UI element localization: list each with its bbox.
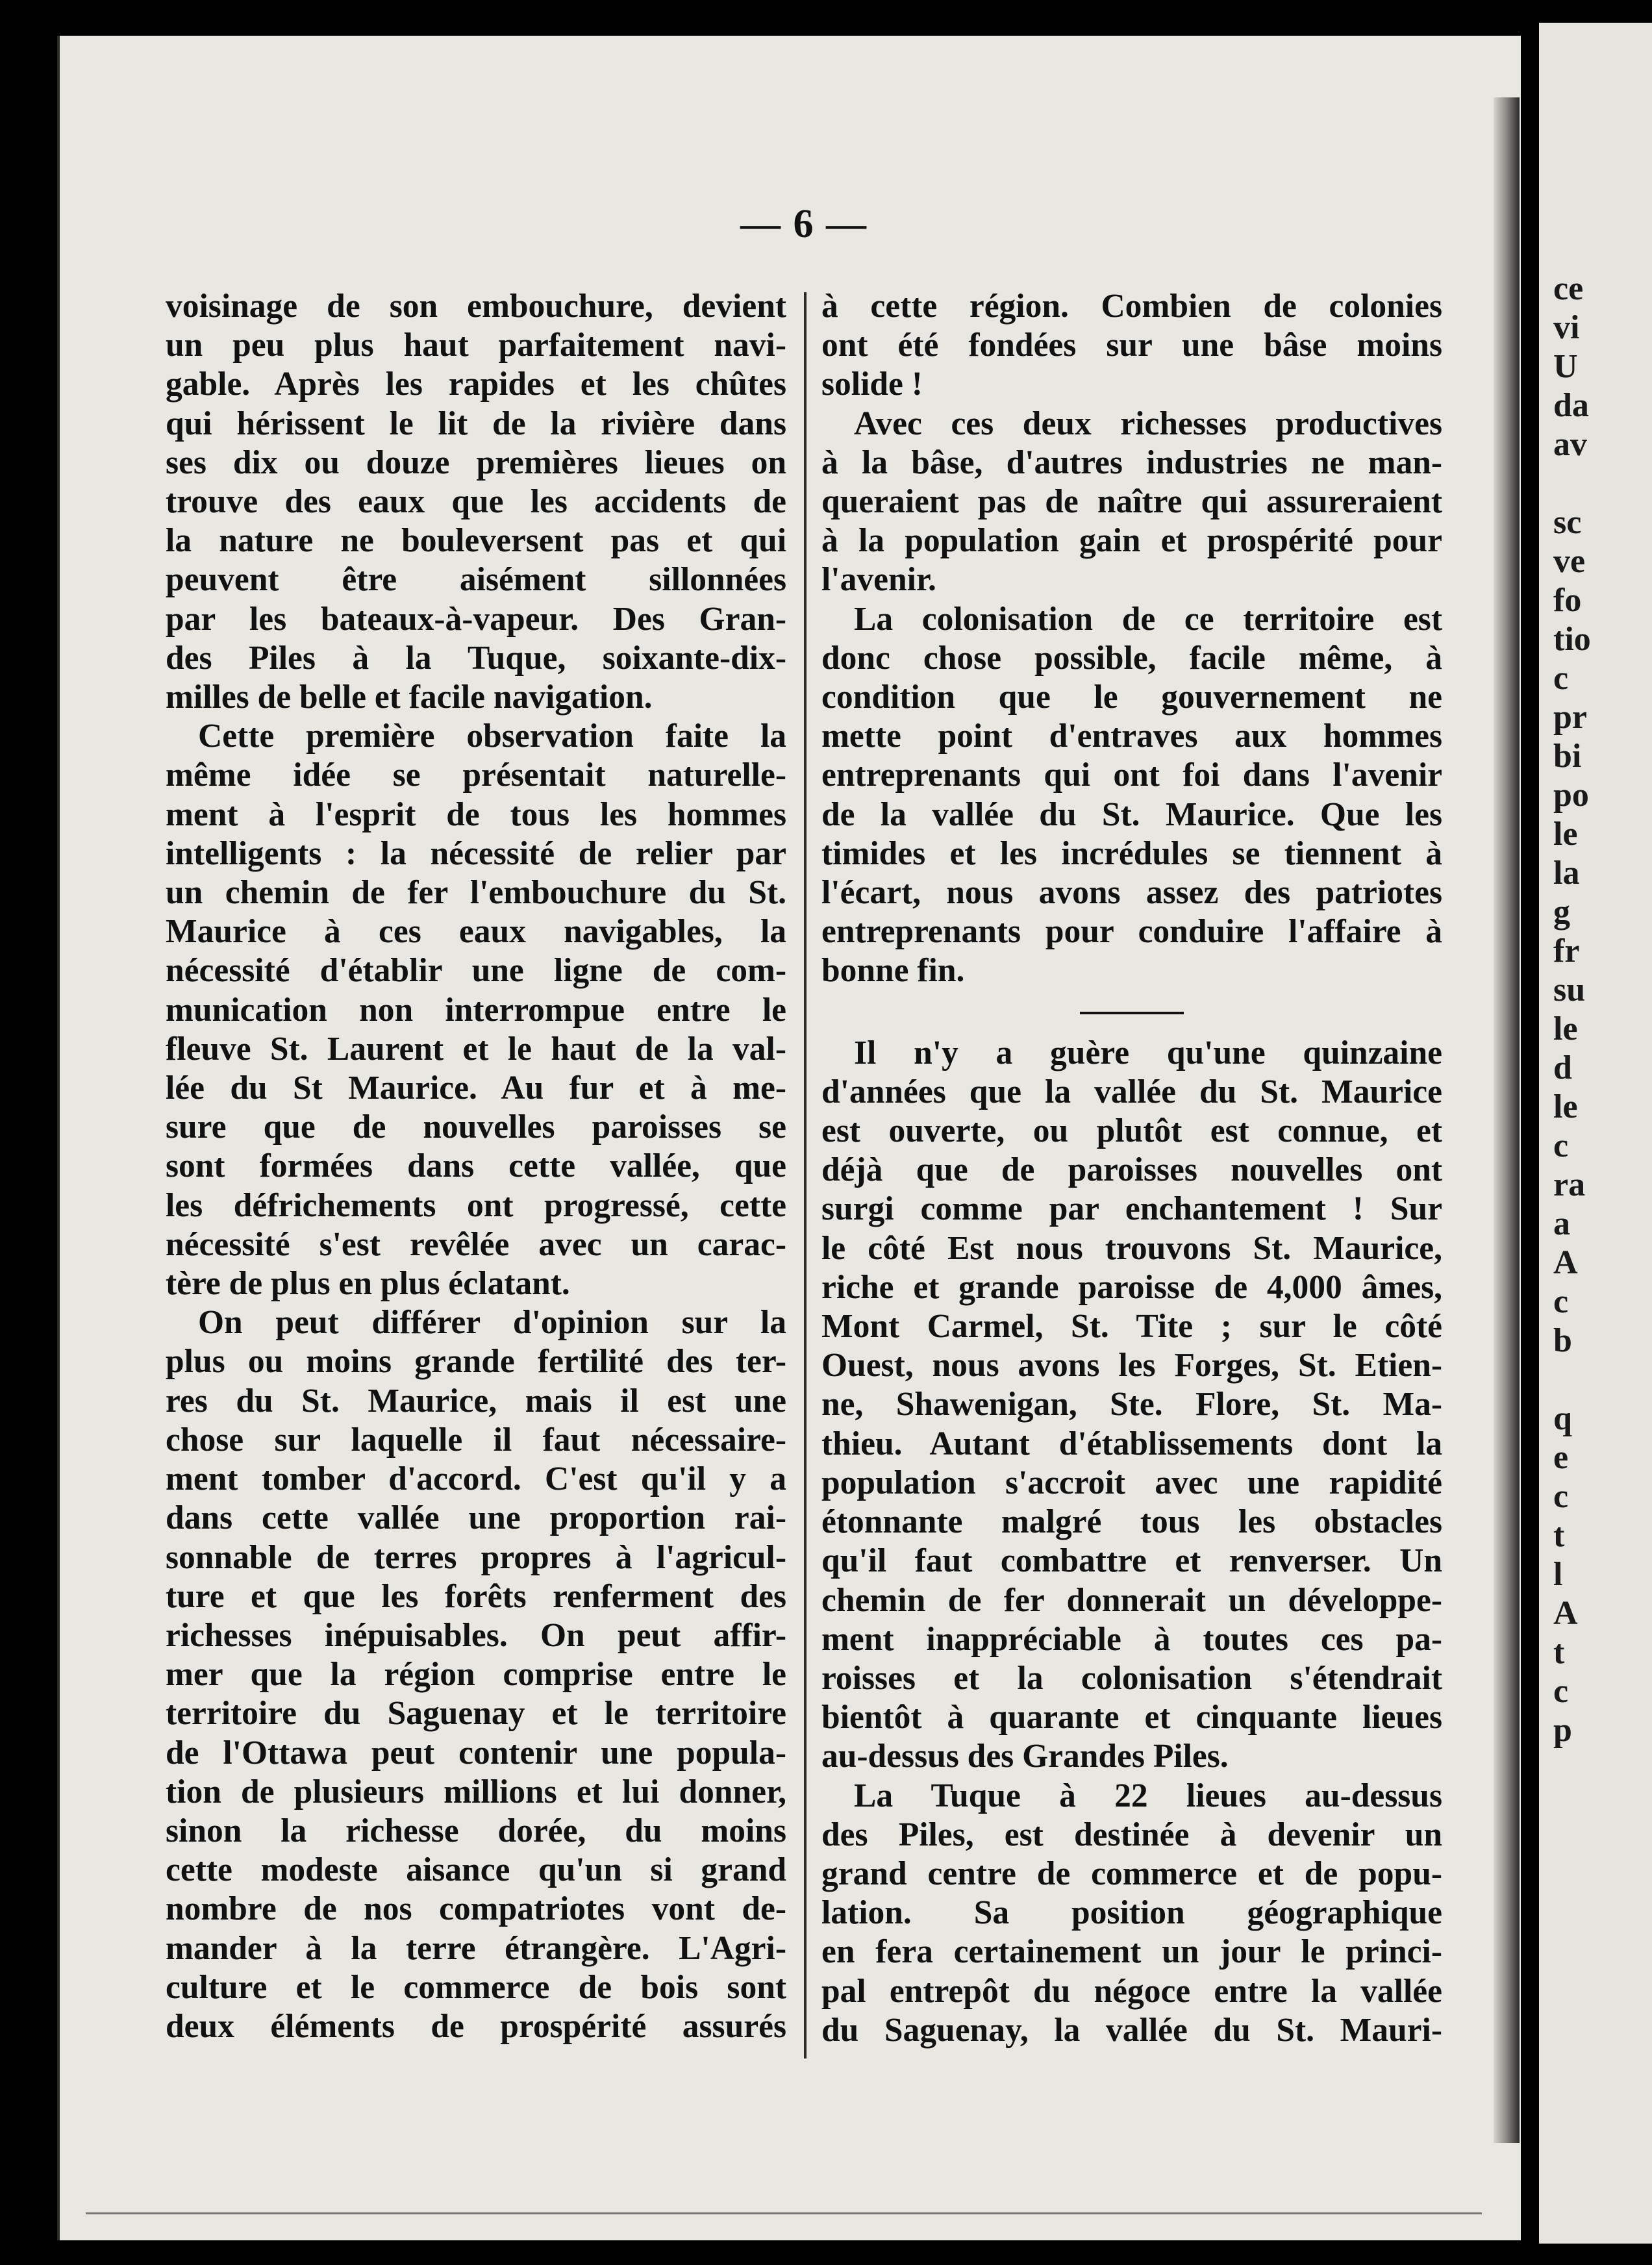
text-line: fleuve St. Laurent et le haut de la val- — [166, 1030, 786, 1068]
section-separator — [1080, 1012, 1184, 1014]
text-line: bientôt à quarante et cinquante lieues — [821, 1699, 1442, 1736]
text-line: qu'il faut combattre et renverser. Un — [821, 1542, 1442, 1580]
text-line: intelligents : la nécessité de relier par — [166, 834, 786, 872]
text-line: tion de plusieurs millions et lui donner, — [166, 1773, 786, 1810]
text-line: roisses et la colonisation s'étendrait — [821, 1659, 1442, 1697]
text-line: ment à l'esprit de tous les hommes — [166, 795, 786, 833]
adjacent-page-fragment: le — [1553, 1088, 1578, 1125]
page-number: — 6 — — [740, 202, 868, 246]
text-line: ment tomber d'accord. C'est qu'il y a — [166, 1460, 786, 1498]
adjacent-page-fragment: g — [1553, 894, 1570, 931]
text-line: Mont Carmel, St. Tite ; sur le côté — [821, 1308, 1442, 1345]
text-line: en fera certainement un jour le princi- — [821, 1933, 1442, 1971]
text-line: nécessité s'est revêlée avec un carac- — [166, 1225, 786, 1263]
text-line: entreprenants pour conduire l'affaire à — [821, 913, 1442, 951]
text-line: des Piles à la Tuque, soixante-dix- — [166, 639, 786, 677]
text-line: La colonisation de ce territoire est — [854, 600, 1442, 638]
text-line: à la bâse, d'autres industries ne man- — [821, 444, 1442, 481]
text-line: riche et grande paroisse de 4,000 âmes, — [821, 1268, 1442, 1306]
text-line: mer que la région comprise entre le — [166, 1656, 786, 1694]
text-line: qui hérissent le lit de la rivière dans — [166, 405, 786, 442]
text-line: Avec ces deux richesses productives — [854, 405, 1442, 442]
text-line: même idée se présentait naturelle- — [166, 757, 786, 794]
text-line: du Saguenay, la vallée du St. Mauri- — [821, 2011, 1442, 2049]
adjacent-page-fragment: p — [1553, 1712, 1572, 1749]
text-line: surgi comme par enchantement ! Sur — [821, 1190, 1442, 1228]
text-line: sonnable de terres propres à l'agricul- — [166, 1538, 786, 1576]
adjacent-page-fragment: a — [1553, 1205, 1570, 1242]
text-line: chose sur laquelle il faut nécessaire- — [166, 1421, 786, 1458]
text-line: ture et que les forêts renferment des — [166, 1577, 786, 1615]
text-line: cette modeste aisance qu'un si grand — [166, 1851, 786, 1889]
adjacent-page-fragment: la — [1553, 855, 1580, 892]
adjacent-page-fragment: le — [1553, 1010, 1578, 1047]
text-line: chemin de fer donnerait un développe- — [821, 1581, 1442, 1619]
text-line: condition que le gouvernement ne — [821, 679, 1442, 716]
text-line: les défrichements ont progressé, cette — [166, 1186, 786, 1224]
adjacent-page-fragment: po — [1553, 777, 1589, 814]
text-line: pal entrepôt du négoce entre la vallée — [821, 1972, 1442, 2010]
adjacent-page-fragment: vi — [1553, 309, 1580, 346]
text-line: gable. Après les rapides et les chûtes — [166, 366, 786, 403]
text-line: res du St. Maurice, mais il est une — [166, 1382, 786, 1420]
adjacent-page-fragment: t — [1553, 1517, 1565, 1554]
text-line: un peu plus haut parfaitement navi- — [166, 327, 786, 364]
text-line: voisinage de son embouchure, devient — [166, 288, 786, 325]
text-line: à cette région. Combien de colonies — [821, 288, 1442, 325]
adjacent-page-fragment: c — [1553, 660, 1569, 697]
adjacent-page-fragment: c — [1553, 1283, 1569, 1320]
text-line: dans cette vallée une proportion rai- — [166, 1499, 786, 1537]
adjacent-page-fragment: ce — [1553, 270, 1584, 307]
text-line: des Piles, est destinée à devenir un — [821, 1816, 1442, 1853]
text-line: solide ! — [821, 366, 923, 403]
column-divider — [804, 292, 807, 2059]
adjacent-page — [1539, 23, 1652, 2244]
text-line: mander à la terre étrangère. L'Agri- — [166, 1929, 786, 1967]
adjacent-page-fragment: c — [1553, 1478, 1569, 1515]
text-line: donc chose possible, facile même, à — [821, 639, 1442, 677]
text-line: queraient pas de naître qui assureraient — [821, 483, 1442, 521]
text-line: plus ou moins grande fertilité des ter- — [166, 1343, 786, 1381]
text-line: Ouest, nous avons les Forges, St. Etien- — [821, 1347, 1442, 1384]
text-line: au-dessus des Grandes Piles. — [821, 1738, 1229, 1775]
text-line: ont été fondées sur une bâse moins — [821, 327, 1442, 364]
text-line: territoire du Saguenay et le territoire — [166, 1695, 786, 1733]
adjacent-page-fragment: ve — [1553, 543, 1586, 580]
text-line: lée du St Maurice. Au fur et à me- — [166, 1070, 786, 1107]
text-line: nombre de nos compatriotes vont de- — [166, 1890, 786, 1928]
text-line: entreprenants qui ont foi dans l'avenir — [821, 757, 1442, 794]
text-line: sure que de nouvelles paroisses se — [166, 1108, 786, 1146]
text-line: sont formées dans cette vallée, que — [166, 1147, 786, 1185]
text-line: ses dix ou douze premières lieues on — [166, 444, 786, 481]
text-line: à la population gain et prospérité pour — [821, 522, 1442, 560]
text-line: sinon la richesse dorée, du moins — [166, 1812, 786, 1849]
text-line: de la vallée du St. Maurice. Que les — [821, 795, 1442, 833]
adjacent-page-fragment: ra — [1553, 1166, 1586, 1203]
text-line: d'années que la vallée du St. Maurice — [821, 1073, 1442, 1110]
adjacent-page-fragment: q — [1553, 1400, 1572, 1437]
adjacent-page-fragment: bi — [1553, 738, 1582, 775]
adjacent-page-fragment: l — [1553, 1556, 1563, 1593]
adjacent-page-fragment: av — [1553, 426, 1587, 463]
text-line: ment inappréciable à toutes ces pa- — [821, 1620, 1442, 1658]
adjacent-page-fragment: d — [1553, 1049, 1572, 1086]
text-line: timides et les incrédules se tiennent à — [821, 834, 1442, 872]
text-line: grand centre de commerce et de popu- — [821, 1855, 1442, 1892]
adjacent-page-fragment: U — [1553, 348, 1578, 385]
text-line: lation. Sa position géographique — [821, 1894, 1442, 1932]
text-line: l'avenir. — [821, 561, 936, 599]
text-line: Il n'y a guère qu'une quinzaine — [854, 1034, 1442, 1071]
text-line: deux éléments de prospérité assurés — [166, 2007, 786, 2045]
adjacent-page-fragment: c — [1553, 1127, 1569, 1164]
text-line: population s'accroit avec une rapidité — [821, 1464, 1442, 1501]
text-line: La Tuque à 22 lieues au-dessus — [854, 1777, 1442, 1814]
text-line: déjà que de paroisses nouvelles ont — [821, 1151, 1442, 1189]
text-line: par les bateaux-à-vapeur. Des Gran- — [166, 600, 786, 638]
text-line: culture et le commerce de bois sont — [166, 1968, 786, 2006]
adjacent-page-fragment: sc — [1553, 504, 1582, 541]
left-column — [166, 287, 786, 2046]
adjacent-page-fragment: b — [1553, 1322, 1572, 1359]
adjacent-page-fragment: fr — [1553, 932, 1580, 970]
text-line: richesses inépuisables. On peut affir- — [166, 1616, 786, 1654]
text-line: thieu. Autant d'établissements dont la — [821, 1425, 1442, 1462]
text-line: ne, Shawenigan, Ste. Flore, St. Ma- — [821, 1386, 1442, 1423]
adjacent-page-fragment: su — [1553, 971, 1586, 1008]
text-line: nécessité d'établir une ligne de com- — [166, 952, 786, 990]
adjacent-page-fragment: A — [1553, 1244, 1578, 1281]
text-line: étonnante malgré tous les obstacles — [821, 1503, 1442, 1541]
page-fold-shadow — [1494, 97, 1520, 2143]
adjacent-page-fragment: da — [1553, 387, 1589, 424]
adjacent-page-fragment: le — [1553, 816, 1578, 853]
text-line: mette point d'entraves aux hommes — [821, 718, 1442, 755]
adjacent-page-fragment: t — [1553, 1634, 1565, 1671]
text-line: milles de belle et facile navigation. — [166, 679, 653, 716]
text-line: On peut différer d'opinion sur la — [198, 1304, 786, 1342]
text-line: bonne fin. — [821, 952, 965, 990]
text-line: l'écart, nous avons assez des patriotes — [821, 874, 1442, 912]
adjacent-page-fragment: pr — [1553, 699, 1587, 736]
adjacent-page-fragment: A — [1553, 1595, 1578, 1632]
text-line: Maurice à ces eaux navigables, la — [166, 913, 786, 951]
adjacent-page-fragment: fo — [1553, 582, 1582, 619]
text-line: Cette première observation faite la — [198, 718, 786, 755]
text-line: tère de plus en plus éclatant. — [166, 1265, 570, 1303]
text-line: peuvent être aisément sillonnées — [166, 561, 786, 599]
adjacent-page-fragment: c — [1553, 1673, 1569, 1710]
right-column — [821, 287, 1442, 2050]
text-line: est ouverte, ou plutôt est connue, et — [821, 1112, 1442, 1150]
text-line: trouve des eaux que les accidents de — [166, 483, 786, 521]
text-line: la nature ne bouleversent pas et qui — [166, 522, 786, 560]
text-line: un chemin de fer l'embouchure du St. — [166, 874, 786, 912]
text-line: le côté Est nous trouvons St. Maurice, — [821, 1229, 1442, 1267]
text-line: munication non interrompue entre le — [166, 991, 786, 1029]
text-line: de l'Ottawa peut contenir une popula- — [166, 1734, 786, 1771]
adjacent-page-fragment: e — [1553, 1439, 1569, 1476]
adjacent-page-fragment: tio — [1553, 621, 1591, 658]
